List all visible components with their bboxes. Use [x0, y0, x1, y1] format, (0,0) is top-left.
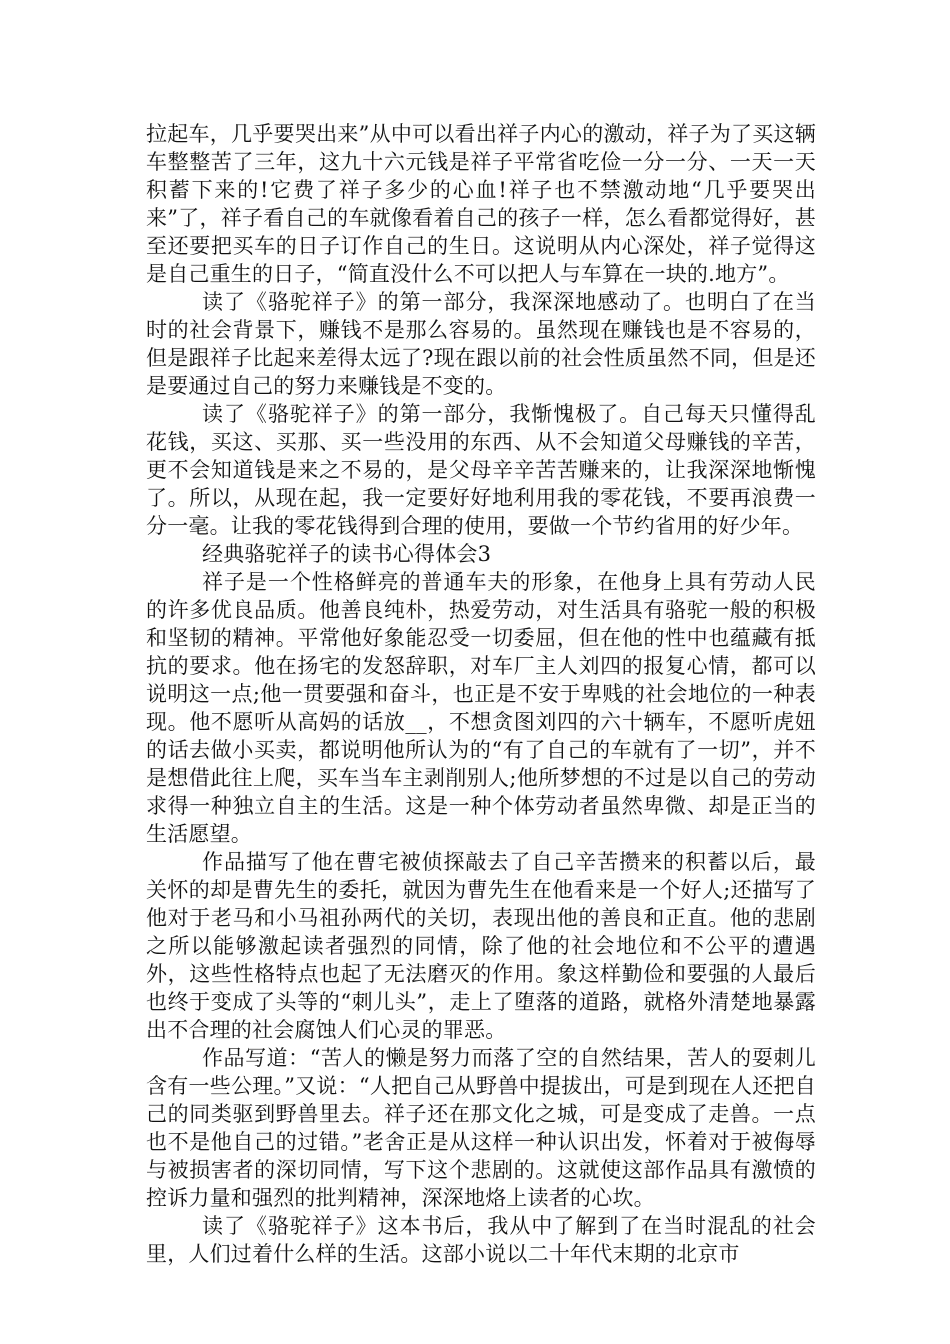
paragraph-5: 作品描写了他在曹宅被侦探敲去了自己辛苦攒来的积蓄以后，最关怀的却是曹先生的委托，就因为曹先生在他看来是一个好人;还描写了他对于老马和小马祖孙两代的关切，表现出他的善良和正直。他的悲剧之所以能够激起读者强烈的同情，除了他的社会地位和不公平的遭遇外，这些性格特点也起了无法磨灭的作用。象这样勤俭和要强的人最后也终于变成了头等的“刺儿头”，走上了堕落的道路，就格外清楚地暴露出不合理的社会腐蚀人们心灵的罪恶。 [146, 850, 816, 1042]
paragraph-7: 读了《骆驼祥子》这本书后，我从中了解到了在当时混乱的社会里，人们过着什么样的生活。这部小说以二十年代末期的北京市 [146, 1214, 816, 1266]
paragraph-4: 祥子是一个性格鲜亮的普通车夫的形象，在他身上具有劳动人民的许多优良品质。他善良纯朴，热爱劳动，对生活具有骆驼一般的积极和坚韧的精神。平常他好象能忍受一切委屈，但在他的性中也蕴藏有抵抗的要求。他在扬宅的发怒辞职，对车厂主人刘四的报复心情，都可以说明这一点;他一贯要强和奋斗，也正是不安于卑贱的社会地位的一种表现。他不愿听从高妈的话放__，不想贪图刘四的六十辆车，不愿听虎妞的话去做小买卖，都说明他所认为的“有了自己的车就有了一切”，并不是想借此往上爬，买车当车主剥削别人;他所梦想的不过是以自己的劳动求得一种独立自主的生活。这是一种个体劳动者虽然卑微、却是正当的生活愿望。 [146, 570, 816, 846]
section-heading: 经典骆驼祥子的读书心得体会3 [202, 542, 492, 566]
paragraph-3: 读了《骆驼祥子》的第一部分，我惭愧极了。自己每天只懂得乱花钱，买这、买那、买一些没用的东西、从不会知道父母赚钱的辛苦，更不会知道钱是来之不易的，是父母辛辛苦苦赚来的，让我深深地惭愧了。所以，从现在起，我一定要好好地利用我的零花钱，不要再浪费一分一毫。让我的零花钱得到合理的使用，要做一个节约省用的好少年。 [146, 402, 816, 538]
paragraph-1: 拉起车，几乎要哭出来”从中可以看出祥子内心的激动，祥子为了买这辆车整整苦了三年，这九十六元钱是祥子平常省吃俭一分一分、一天一天积蓄下来的!它费了祥子多少的心血!祥子也不禁激动地“几乎要哭出来”了，祥子看自己的车就像看着自己的孩子一样，怎么看都觉得好，甚至还要把买车的日子订作自己的生日。这说明从内心深处，祥子觉得这是自己重生的日子，“简直没什么不可以把人与车算在一块的.地方”。 [146, 122, 816, 286]
paragraph-2: 读了《骆驼祥子》的第一部分，我深深地感动了。也明白了在当时的社会背景下，赚钱不是那么容易的。虽然现在赚钱也是不容易的，但是跟祥子比起来差得太远了?现在跟以前的社会性质虽然不同，但是还是要通过自己的努力来赚钱是不变的。 [146, 290, 816, 398]
paragraph-6: 作品写道：“苦人的懒是努力而落了空的自然结果，苦人的耍刺儿含有一些公理。”又说：“人把自己从野兽中提拔出，可是到现在人还把自己的同类驱到野兽里去。祥子还在那文化之城，可是变成了走兽。一点也不是他自己的过错。”老舍正是从这样一种认识出发，怀着对于被侮辱与被损害者的深切同情，写下这个悲剧的。这就使这部作品具有激愤的控诉力量和强烈的批判精神，深深地烙上读者的心坎。 [146, 1046, 816, 1210]
document-body [146, 120, 816, 1268]
